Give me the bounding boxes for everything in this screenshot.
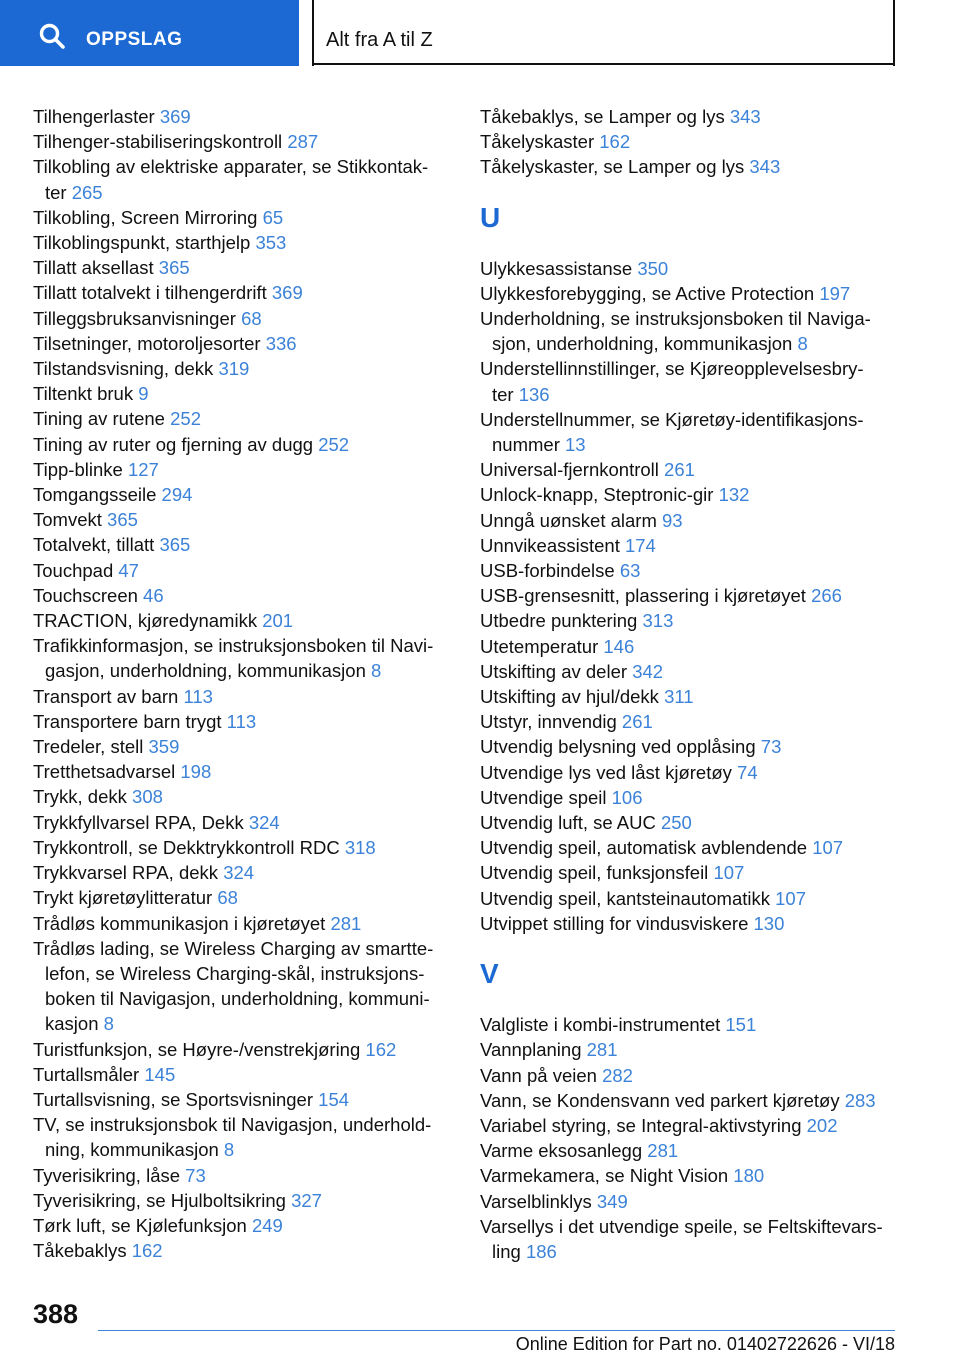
entry-text: Tillatt aksellast	[33, 257, 154, 279]
entry-text: Varmekamera, se Night Vision	[480, 1165, 729, 1187]
index-entry	[480, 810, 900, 835]
search-icon	[38, 22, 66, 50]
page-reference-link[interactable]: 46	[143, 584, 164, 606]
page-reference-link[interactable]: 107	[713, 862, 745, 884]
entry-text: Tåkebaklys	[33, 1240, 127, 1262]
header-divider	[312, 0, 314, 66]
page-reference-link[interactable]: 13	[565, 434, 586, 456]
entry-text: Tining av ruter og fjerning av dugg	[33, 433, 314, 455]
page-header	[0, 0, 960, 66]
page-reference-link[interactable]: 68	[217, 887, 238, 909]
index-entry	[33, 1087, 458, 1112]
entry-text: nummer	[492, 434, 560, 456]
page-reference-link[interactable]: 266	[811, 585, 842, 607]
page-reference-link[interactable]: 136	[518, 383, 550, 405]
index-entry	[480, 911, 900, 936]
page-reference-link[interactable]: 287	[287, 131, 319, 153]
entry-text: Universal-fjernkontroll	[480, 459, 659, 481]
entry-text: Trafikkinformasjon, se instruksjonsboken til Navi-	[33, 635, 434, 657]
page-reference-link[interactable]: 327	[291, 1189, 322, 1211]
index-entry	[480, 608, 900, 633]
page-reference-link[interactable]: 8	[371, 660, 382, 682]
entry-text: Touchpad	[33, 559, 114, 581]
page-reference-link[interactable]: 283	[844, 1089, 876, 1111]
entry-text: TRACTION, kjøredynamikk	[33, 610, 258, 632]
entry-text: Trykkfyllvarsel RPA, Dekk	[33, 811, 244, 833]
index-entry	[33, 1238, 458, 1263]
index-entries-t-continued	[480, 104, 900, 180]
entry-text: Utstyr, innvendig	[480, 711, 617, 733]
entry-text: Tåkebaklys, se Lamper og lys	[480, 106, 725, 127]
page-reference-link[interactable]: 202	[806, 1114, 838, 1136]
entry-text: ter	[45, 181, 67, 203]
index-entry	[33, 129, 458, 154]
entry-text: Trykt kjøretøylitteratur	[33, 887, 213, 909]
entry-text: Transportere barn trygt	[33, 710, 222, 732]
page-reference-link[interactable]: 65	[262, 206, 284, 228]
header-underline	[312, 63, 895, 65]
entry-text: Underholdning, se instruksjonsboken til Naviga-	[480, 308, 871, 330]
index-entry	[33, 457, 458, 482]
index-entry	[33, 1062, 458, 1087]
page-reference-link[interactable]: 74	[737, 761, 758, 783]
index-entry	[33, 1163, 458, 1188]
page-reference-link[interactable]: 47	[118, 559, 139, 581]
index-entry	[33, 432, 458, 457]
page-reference-link[interactable]: 308	[132, 786, 163, 808]
entry-text: sjon, underholdning, kommunikasjon	[492, 333, 793, 355]
page-reference-link[interactable]: 349	[596, 1190, 628, 1212]
entry-text: TV, se instruksjonsbok til Navigasjon, underhold-	[33, 1114, 432, 1136]
page-reference-link[interactable]: 73	[760, 736, 782, 758]
page-reference-link[interactable]: 8	[103, 1013, 114, 1035]
index-entry	[480, 1012, 900, 1037]
index-entry	[33, 784, 458, 809]
page-reference-link[interactable]: 311	[664, 686, 694, 708]
entry-text: Utvendig luft, se AUC	[480, 812, 656, 834]
page-reference-link[interactable]: 294	[161, 484, 193, 506]
section-letter-v: V	[480, 958, 499, 990]
page-reference-link[interactable]: 369	[159, 106, 191, 127]
index-entry	[480, 1138, 900, 1163]
entry-text: Utvendig speil, kantsteinautomatikk	[480, 887, 770, 909]
index-entry	[33, 835, 458, 860]
page-reference-link[interactable]: 365	[159, 534, 191, 556]
section-letter-u: U	[480, 201, 501, 233]
page-reference-link[interactable]: 93	[662, 509, 683, 531]
page-reference-link[interactable]: 174	[624, 534, 656, 556]
index-entry	[480, 1063, 900, 1088]
page-reference-link[interactable]: 197	[819, 282, 851, 304]
index-entry	[33, 1112, 458, 1162]
entry-text: Variabel styring, se Integral-aktivstyring	[480, 1114, 802, 1136]
entry-text: Tilhenger-stabiliseringskontroll	[33, 131, 283, 153]
page-reference-link[interactable]: 180	[733, 1165, 765, 1187]
page-reference-link[interactable]: 252	[318, 433, 350, 455]
page-reference-link[interactable]: 162	[365, 1038, 397, 1060]
breadcrumb: Alt fra A til Z	[326, 29, 433, 51]
index-entry	[33, 810, 458, 835]
index-entry	[33, 936, 458, 1037]
page-reference-link[interactable]: 162	[131, 1240, 163, 1262]
page-reference-link[interactable]: 130	[753, 912, 785, 934]
page-reference-link[interactable]: 343	[749, 156, 781, 178]
entry-text: Trykkontroll, se Dekktrykkontroll RDC	[33, 836, 340, 858]
entry-text: Utvendige speil	[480, 786, 607, 808]
page-reference-link[interactable]: 281	[330, 912, 362, 934]
index-entry	[33, 911, 458, 936]
entry-text: Turtallsvisning, se Sportsvisninger	[33, 1088, 314, 1110]
index-entry	[480, 1189, 900, 1214]
entry-text: Trykkvarsel RPA, dekk	[33, 862, 219, 884]
page-reference-link[interactable]: 8	[223, 1139, 235, 1161]
entry-text: Tomvekt	[33, 509, 102, 531]
index-entry	[33, 331, 458, 356]
index-entry	[33, 507, 458, 532]
entry-text: ling	[492, 1240, 521, 1262]
entry-text: Tilhengerlaster	[33, 106, 155, 127]
entry-text: Utvippet stilling for vindusviskere	[480, 912, 749, 934]
index-entry	[33, 709, 458, 734]
entry-text: Valgliste i kombi-instrumentet	[480, 1014, 721, 1036]
index-entry	[480, 306, 900, 356]
index-entry	[480, 558, 900, 583]
index-entry	[480, 1113, 900, 1138]
page-reference-link[interactable]: 261	[664, 459, 695, 481]
page-reference-link[interactable]: 9	[138, 383, 149, 405]
entry-text: kasjon	[45, 1013, 99, 1035]
entry-text: Tørk luft, se Kjølefunksjon	[33, 1214, 247, 1236]
entry-text: Touchscreen	[33, 584, 138, 606]
index-entry	[33, 860, 458, 885]
index-entry	[33, 1037, 458, 1062]
index-entry	[33, 532, 458, 557]
entry-text: Tyverisikring, låse	[33, 1164, 181, 1186]
index-entry	[33, 205, 458, 230]
index-entry	[480, 104, 900, 129]
index-entry	[33, 558, 458, 583]
page-reference-link[interactable]: 365	[158, 257, 190, 279]
entry-text: Tilleggsbruksanvisninger	[33, 307, 236, 329]
page-reference-link[interactable]: 113	[183, 685, 213, 707]
page-reference-link[interactable]: 198	[180, 761, 212, 783]
entry-text: Transport av barn	[33, 685, 179, 707]
entry-text: Tining av rutene	[33, 408, 165, 430]
page-reference-link[interactable]: 132	[718, 484, 750, 506]
page-reference-link[interactable]: 324	[223, 862, 255, 884]
page-reference-link[interactable]: 261	[621, 711, 653, 733]
page-reference-link[interactable]: 353	[255, 232, 287, 254]
page-reference-link[interactable]: 281	[586, 1039, 618, 1061]
index-entry	[480, 684, 900, 709]
index-entry	[480, 533, 900, 558]
index-entry	[480, 734, 900, 759]
index-entry	[480, 129, 900, 154]
entry-text: Unlock-knapp, Steptronic-gir	[480, 484, 714, 506]
page-reference-link[interactable]: 265	[71, 181, 103, 203]
index-entry	[480, 457, 900, 482]
entry-text: Tipp-blinke	[33, 458, 123, 480]
index-entry	[33, 356, 458, 381]
entry-text: Unngå uønsket alarm	[480, 509, 657, 531]
lookup-tab-label: OPPSLAG	[86, 29, 183, 50]
index-entry	[33, 482, 458, 507]
entry-text: Tiltenkt bruk	[33, 383, 134, 405]
page-reference-link[interactable]: 324	[248, 811, 280, 833]
index-entry	[33, 230, 458, 255]
index-entry	[33, 734, 458, 759]
entry-text: Understellinnstillinger, se Kjøreopplevelsesbry-	[480, 358, 864, 380]
entry-text: Tilsetninger, motoroljesorter	[33, 332, 261, 354]
entry-text: Varme eksosanlegg	[480, 1140, 643, 1162]
page-reference-link[interactable]: 145	[144, 1063, 176, 1085]
entry-text: ter	[492, 383, 514, 405]
page-reference-link[interactable]: 107	[775, 887, 806, 909]
index-entry	[33, 633, 458, 683]
entry-text: Tretthetsadvarsel	[33, 761, 176, 783]
entry-text: Tilkobling, Screen Mirroring	[33, 206, 258, 228]
entry-text: Trådløs kommunikasjon i kjøretøyet	[33, 912, 326, 934]
page-reference-link[interactable]: 249	[251, 1214, 283, 1236]
entry-text: Turistfunksjon, se Høyre-/venstrekjøring	[33, 1038, 361, 1060]
index-entry	[480, 760, 900, 785]
entry-text: Tåkelyskaster, se Lamper og lys	[480, 156, 745, 178]
footer-rule	[98, 1330, 895, 1331]
page-reference-link[interactable]: 359	[148, 736, 180, 758]
entry-text: Utvendig speil, automatisk avblendende	[480, 837, 808, 859]
entry-text: Understellnummer, se Kjøretøy-identifikasjons-	[480, 408, 864, 430]
index-entry	[480, 1088, 900, 1113]
entry-text: Ulykkesassistanse	[480, 257, 633, 279]
entry-text: Utvendige lys ved låst kjøretøy	[480, 761, 732, 783]
entry-text: Utvendig speil, funksjonsfeil	[480, 862, 709, 884]
page-reference-link[interactable]: 282	[602, 1064, 633, 1086]
page-reference-link[interactable]: 106	[611, 786, 643, 808]
entry-text: Utetemperatur	[480, 635, 599, 657]
index-entry	[480, 256, 900, 281]
index-entry	[33, 759, 458, 784]
page-reference-link[interactable]: 319	[218, 358, 250, 380]
entry-text: ning, kommunikasjon	[45, 1139, 219, 1161]
page-reference-link[interactable]: 186	[525, 1240, 557, 1262]
page-reference-link[interactable]: 8	[797, 333, 808, 355]
entry-text: Varselblinklys	[480, 1190, 592, 1212]
index-entry	[33, 255, 458, 280]
index-entry	[480, 1163, 900, 1188]
entry-text: Tilkoblingspunkt, starthjelp	[33, 232, 251, 254]
index-entry	[33, 306, 458, 331]
index-entry	[33, 406, 458, 431]
lookup-tab[interactable]	[0, 0, 299, 66]
entry-text: Trådløs lading, se Wireless Charging av smartte-	[33, 937, 434, 959]
index-entry	[480, 886, 900, 911]
entry-text: Trykk, dekk	[33, 786, 127, 808]
index-entry	[480, 1037, 900, 1062]
entry-text: Turtallsmåler	[33, 1063, 140, 1085]
index-entries-u	[480, 256, 900, 936]
index-entry	[33, 608, 458, 633]
index-entry	[33, 885, 458, 910]
page-reference-link[interactable]: 73	[185, 1164, 206, 1186]
entry-text: USB-forbindelse	[480, 560, 615, 582]
index-entry	[480, 508, 900, 533]
entry-text: Tilstandsvisning, dekk	[33, 358, 214, 380]
page-reference-link[interactable]: 162	[599, 131, 631, 153]
entry-text: Varsellys i det utvendige speile, se Feltskiftevars-	[480, 1215, 883, 1237]
page-reference-link[interactable]: 365	[107, 509, 138, 531]
entry-text: Unnvikeassistent	[480, 534, 620, 556]
edition-footer: Online Edition for Part no. 01402722626 - VI/18	[515, 1334, 895, 1354]
entry-text: gasjon, underholdning, kommunikasjon	[45, 660, 366, 682]
page-reference-link[interactable]: 107	[812, 837, 844, 859]
index-entries-v	[480, 1012, 900, 1264]
index-entry	[33, 684, 458, 709]
page-reference-link[interactable]: 318	[344, 836, 376, 858]
entry-text: Tomgangsseile	[33, 484, 157, 506]
entry-text: boken til Navigasjon, underholdning, kommuni-	[45, 988, 430, 1010]
page-reference-link[interactable]: 336	[265, 332, 297, 354]
page-reference-link[interactable]: 146	[603, 635, 635, 657]
entry-text: Utskifting av deler	[480, 660, 628, 682]
entry-text: Utvendig belysning ved opplåsing	[480, 736, 756, 758]
page-reference-link[interactable]: 68	[241, 307, 262, 329]
entry-text: Totalvekt, tillatt	[33, 534, 155, 556]
index-entry	[480, 356, 900, 406]
page-reference-link[interactable]: 281	[647, 1140, 679, 1162]
index-column-left	[33, 104, 458, 1263]
header-end-divider	[893, 0, 895, 66]
page-reference-link[interactable]: 313	[642, 610, 674, 632]
index-column-right	[480, 104, 900, 1264]
page-number: 388	[33, 1299, 79, 1329]
entry-text: Tåkelyskaster	[480, 131, 595, 153]
entry-text: Utbedre punktering	[480, 610, 638, 632]
index-entry	[480, 1214, 900, 1264]
index-entry	[33, 1213, 458, 1238]
entry-text: Utskifting av hjul/dekk	[480, 686, 659, 708]
entry-text: Tillatt totalvekt i tilhengerdrift	[33, 282, 267, 304]
index-entry	[480, 709, 900, 734]
entry-text: USB-grensesnitt, plassering i kjøretøyet	[480, 585, 806, 607]
index-entry	[33, 104, 458, 129]
index-entry	[33, 280, 458, 305]
entry-text: Tyverisikring, se Hjulboltsikring	[33, 1189, 286, 1211]
index-entry	[480, 154, 900, 179]
index-entry	[480, 835, 900, 860]
page-reference-link[interactable]: 63	[619, 560, 641, 582]
entry-text: Vannplaning	[480, 1039, 582, 1061]
page-reference-link[interactable]: 201	[262, 610, 294, 632]
index-entry	[480, 407, 900, 457]
index-entry	[33, 1188, 458, 1213]
index-entry	[480, 281, 900, 306]
index-entry	[480, 659, 900, 684]
page-reference-link[interactable]: 127	[127, 458, 159, 480]
page-reference-link[interactable]: 151	[725, 1014, 757, 1036]
page-reference-link[interactable]: 250	[660, 812, 692, 834]
page-reference-link[interactable]: 369	[271, 282, 303, 304]
page-reference-link[interactable]: 343	[729, 106, 761, 127]
entry-text: Vann på veien	[480, 1064, 597, 1086]
page-reference-link[interactable]: 342	[632, 660, 664, 682]
index-entry	[33, 154, 458, 204]
index-entry	[480, 482, 900, 507]
page-reference-link[interactable]: 350	[637, 257, 669, 279]
entry-text: Ulykkesforebygging, se Active Protection	[480, 282, 815, 304]
entry-text: Tilkobling av elektriske apparater, se Stikkontak-	[33, 156, 429, 178]
index-entry	[33, 381, 458, 406]
entry-text: Vann, se Kondensvann ved parkert kjøretøy	[480, 1089, 840, 1111]
index-entry	[480, 583, 900, 608]
index-entry	[480, 860, 900, 885]
entry-text: lefon, se Wireless Charging-skål, instruksjons-	[45, 962, 425, 984]
page-reference-link[interactable]: 113	[226, 710, 257, 732]
index-entry	[480, 785, 900, 810]
index-entry	[33, 583, 458, 608]
page-reference-link[interactable]: 154	[318, 1088, 350, 1110]
page-reference-link[interactable]: 252	[170, 408, 201, 430]
index-entry	[480, 634, 900, 659]
entry-text: Tredeler, stell	[33, 736, 144, 758]
